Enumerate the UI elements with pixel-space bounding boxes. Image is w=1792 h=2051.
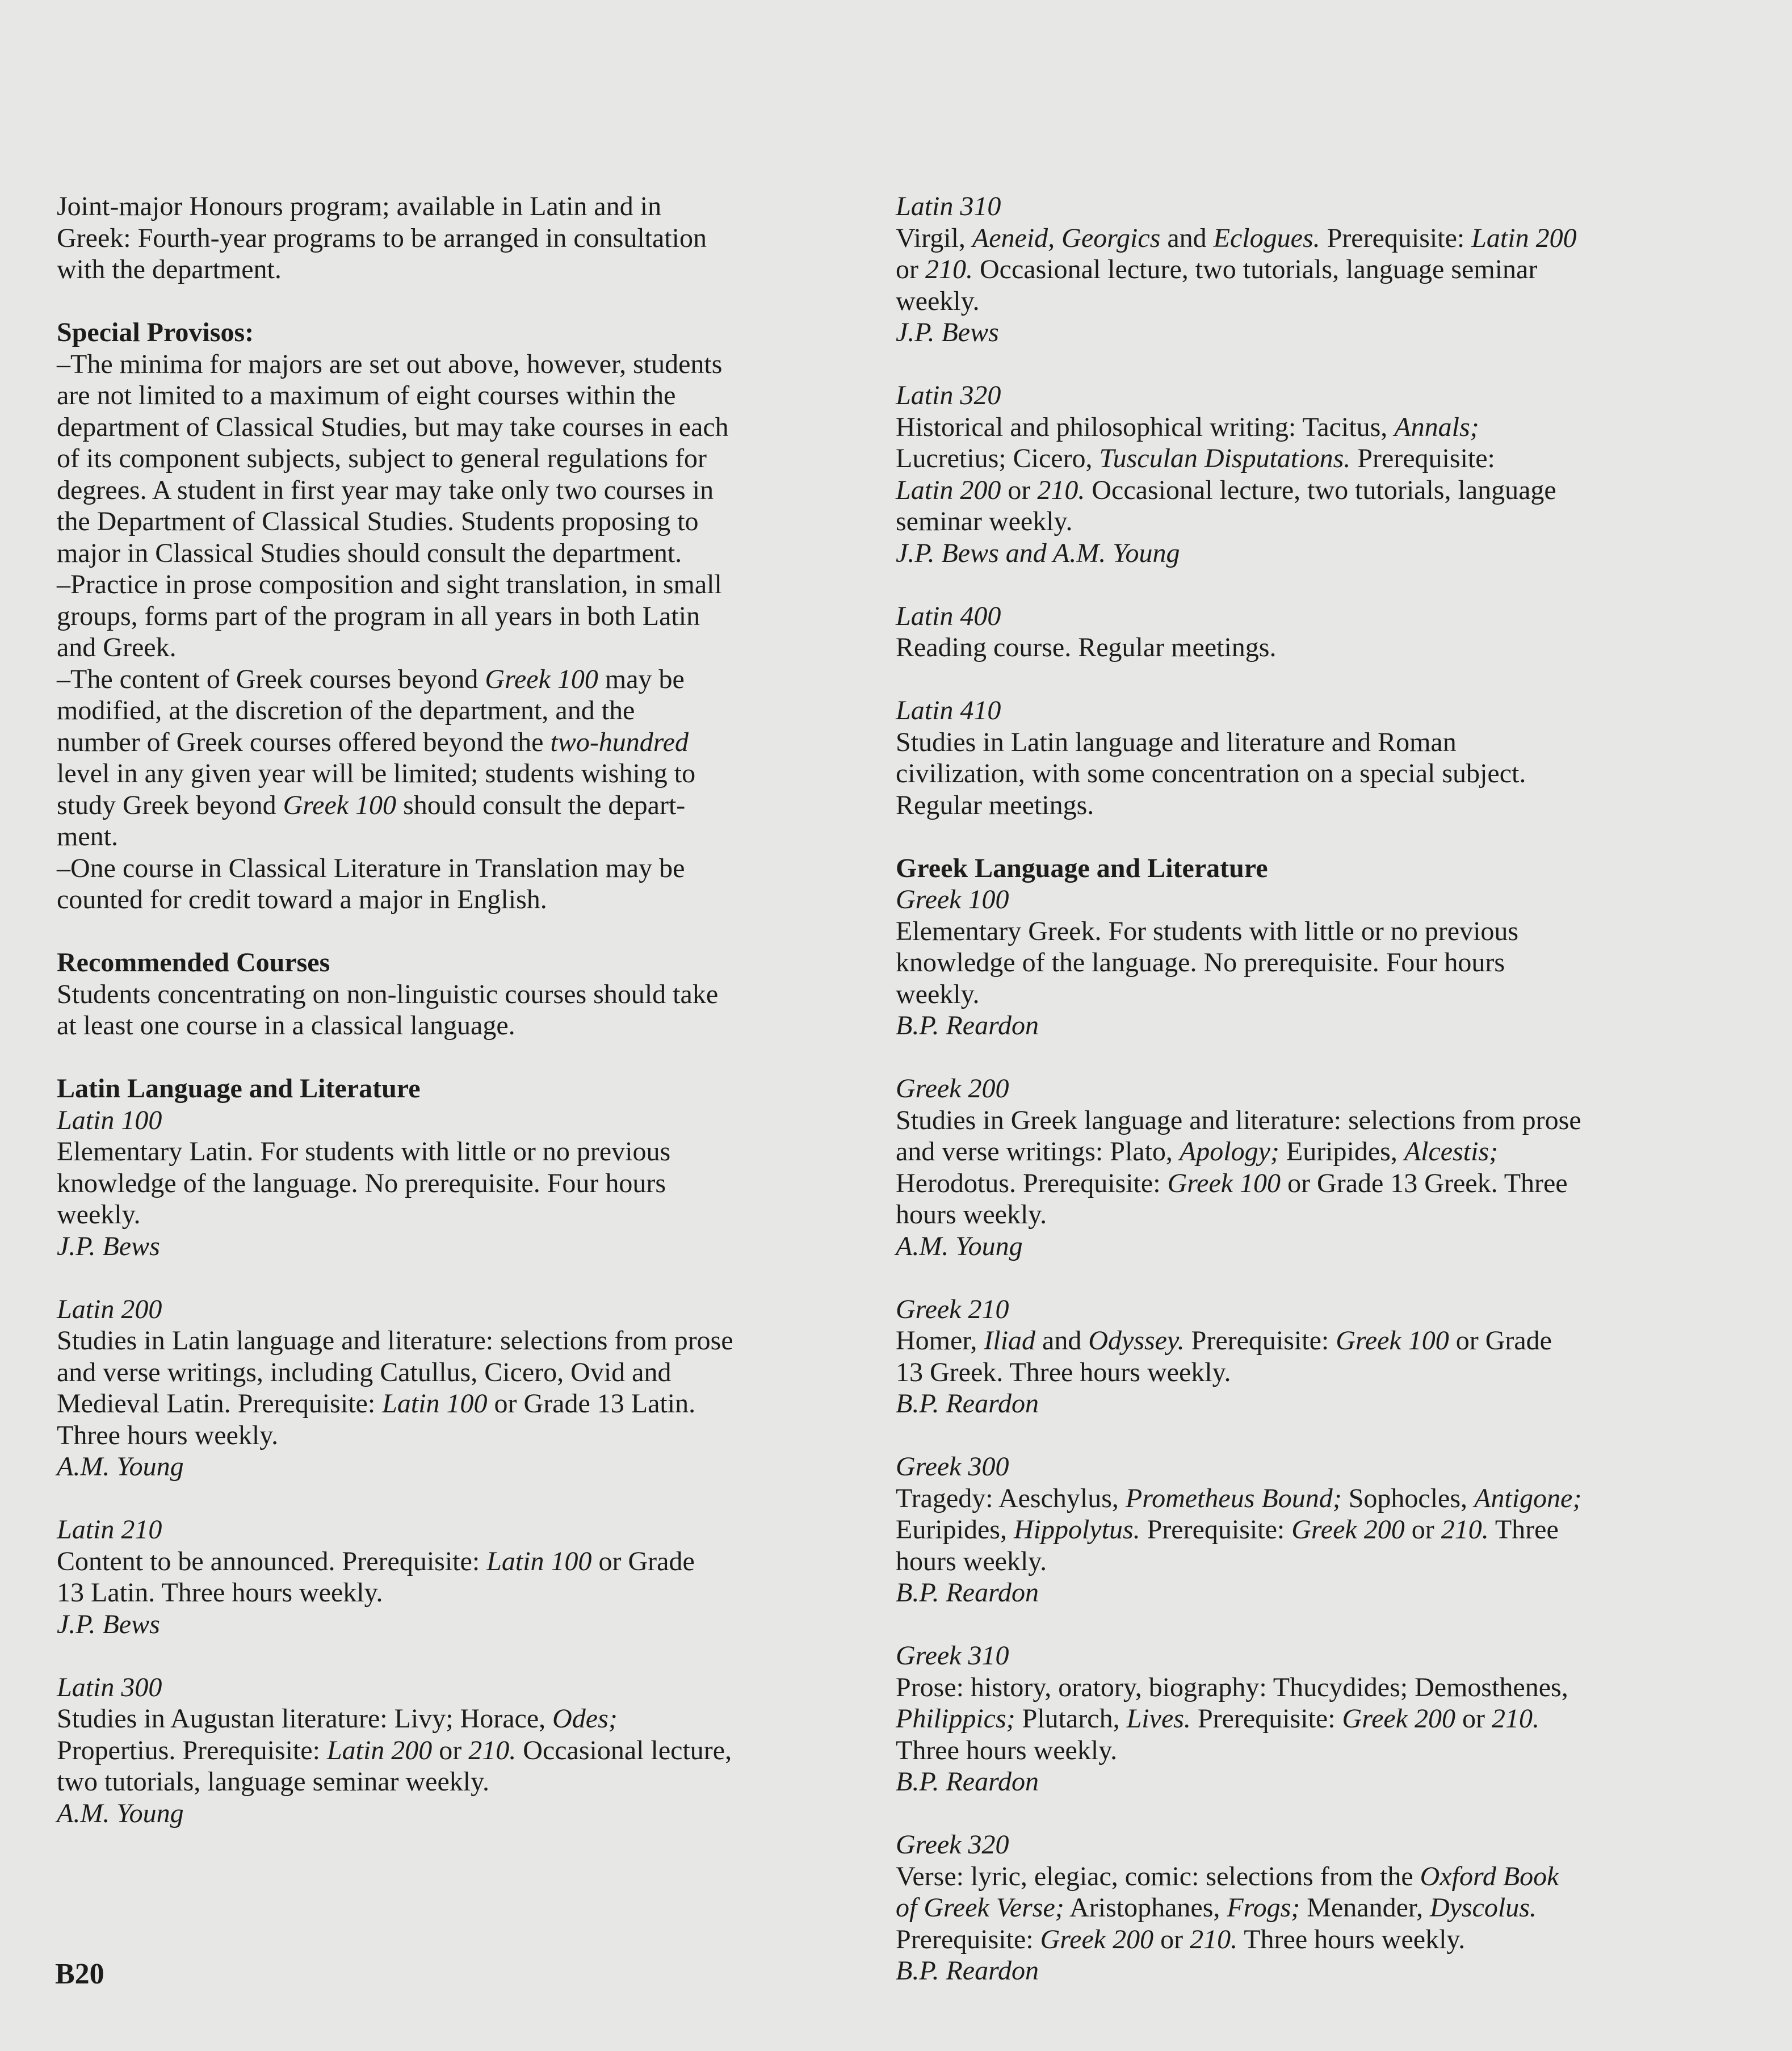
text-line (57, 254, 851, 286)
body-text: Regular meetings. (896, 790, 1094, 820)
body-text: should consult the depart- (396, 790, 686, 820)
italic-text: 210. (925, 254, 973, 284)
body-text: hours weekly. (896, 1546, 1047, 1576)
italic-text: Apology; (1179, 1136, 1279, 1167)
body-text: Plutarch, (1015, 1704, 1127, 1734)
body-text: Prerequisite: (896, 1924, 1040, 1954)
text-line (896, 317, 1690, 349)
blank-line (57, 1640, 851, 1672)
body-text: are not limited to a maximum of eight courses within the (57, 380, 676, 410)
text-line (57, 1357, 851, 1389)
text-line (896, 223, 1690, 254)
text-line (57, 1735, 851, 1767)
blank-line (896, 1042, 1690, 1073)
blank-line (896, 1798, 1690, 1830)
italic-text: 210. (1190, 1924, 1238, 1954)
text-line (896, 1766, 1690, 1798)
text-line (57, 506, 851, 538)
text-line (896, 1231, 1690, 1263)
text-line (57, 569, 851, 601)
text-line (896, 1388, 1690, 1420)
italic-text: J.P. Bews (896, 317, 999, 347)
body-text: –Practice in prose composition and sight translation, in small (57, 569, 722, 599)
italic-text: 210. (1492, 1704, 1540, 1734)
italic-text: Prometheus Bound; (1125, 1483, 1342, 1513)
text-line (57, 1136, 851, 1168)
heading-text: Latin Language and Literature (57, 1073, 421, 1104)
text-line (896, 1483, 1690, 1515)
body-text: –The minima for majors are set out above, however, students (57, 349, 723, 379)
italic-text: Greek 310 (896, 1641, 1009, 1671)
text-line (896, 254, 1690, 286)
right-column (896, 191, 1690, 1987)
body-text: –The content of Greek courses beyond (57, 664, 485, 694)
body-text: at least one course in a classical language. (57, 1010, 515, 1041)
text-line (57, 223, 851, 254)
text-line (896, 1861, 1690, 1893)
body-text: Prose: history, oratory, biography: Thucydides; Demosthenes, (896, 1672, 1568, 1702)
body-text: department of Classical Studies, but may take courses in each (57, 412, 729, 442)
text-line (57, 349, 851, 380)
italic-text: Latin 100 (382, 1389, 488, 1419)
body-text: Sophocles, (1341, 1483, 1475, 1513)
body-text: of its component subjects, subject to general regulations for (57, 443, 707, 473)
italic-text: 210. (468, 1735, 517, 1765)
italic-text: J.P. Bews (57, 1609, 160, 1639)
text-line (57, 412, 851, 443)
text-line (57, 538, 851, 569)
body-text: knowledge of the language. No prerequisite. Four hours (896, 947, 1505, 978)
body-text: modified, at the discretion of the department, and the (57, 695, 635, 725)
body-text: Studies in Latin language and literature and Roman (896, 727, 1457, 757)
italic-text: A.M. Young (57, 1452, 184, 1482)
text-line (896, 538, 1690, 569)
body-text: Elementary Latin. For students with little or no previous (57, 1136, 671, 1167)
text-line (896, 412, 1690, 443)
text-line (896, 884, 1690, 916)
text-line (896, 947, 1690, 979)
text-line (57, 1168, 851, 1199)
body-text: Three hours weekly. (896, 1735, 1118, 1765)
italic-text: B.P. Reardon (896, 1010, 1039, 1041)
text-line (57, 1199, 851, 1231)
body-text: Students concentrating on non-linguistic courses should take (57, 979, 719, 1009)
italic-text: Frogs; (1227, 1893, 1300, 1923)
text-line (57, 191, 851, 223)
body-text: Elementary Greek. For students with little or no previous (896, 916, 1519, 946)
italic-text: Oxford Book (1420, 1861, 1559, 1891)
body-text: with the department. (57, 254, 282, 284)
body-text: may be (598, 664, 685, 694)
text-line (896, 1640, 1690, 1672)
text-line (896, 1924, 1690, 1956)
italic-text: Greek 100 (1167, 1168, 1281, 1198)
italic-text: Latin 200 (896, 475, 1001, 505)
blank-line (57, 1483, 851, 1515)
body-text: or Grade 13 Latin. (487, 1389, 696, 1419)
text-line (57, 1420, 851, 1452)
body-text: Prerequisite: (1184, 1326, 1336, 1356)
body-text: and verse writings: Plato, (896, 1136, 1180, 1167)
italic-text: Latin 200 (1471, 223, 1577, 253)
italic-text: Latin 200 (57, 1294, 162, 1324)
body-text: counted for credit toward a major in English. (57, 884, 547, 915)
italic-text: Greek 100 (485, 664, 598, 694)
text-line (57, 1325, 851, 1357)
text-line (896, 1577, 1690, 1609)
text-line (896, 979, 1690, 1010)
italic-text: Odes; (552, 1704, 618, 1734)
blank-line (57, 1262, 851, 1294)
text-line (896, 632, 1690, 664)
text-line (57, 632, 851, 664)
body-text: two tutorials, language seminar weekly. (57, 1767, 489, 1797)
italic-text: Latin 320 (896, 380, 1001, 410)
blank-line (57, 1042, 851, 1073)
body-text: Historical and philosophical writing: Tacitus, (896, 412, 1395, 442)
body-text: Virgil, (896, 223, 972, 253)
italic-text: Greek 300 (896, 1452, 1009, 1482)
text-line (57, 1766, 851, 1798)
text-line (57, 758, 851, 790)
text-line (896, 506, 1690, 538)
text-line (896, 1294, 1690, 1326)
text-line (896, 1136, 1690, 1168)
body-text: ment. (57, 821, 118, 852)
body-text: groups, forms part of the program in all years in both Latin (57, 601, 700, 631)
text-line (57, 695, 851, 727)
text-line (896, 1451, 1690, 1483)
body-text: Content to be announced. Prerequisite: (57, 1546, 487, 1576)
text-line (57, 1388, 851, 1420)
body-text: 13 Greek. Three hours weekly. (896, 1357, 1231, 1387)
blank-line (896, 664, 1690, 695)
text-line (57, 1609, 851, 1641)
body-text: Herodotus. Prerequisite: (896, 1168, 1168, 1198)
text-line (57, 1798, 851, 1830)
italic-text: Greek 100 (283, 790, 397, 820)
text-line (57, 443, 851, 475)
body-text: and (1160, 223, 1214, 253)
body-text: Occasional lecture, two tutorials, language (1085, 475, 1556, 505)
text-line (896, 695, 1690, 727)
italic-text: of Greek Verse; (896, 1893, 1064, 1923)
text-line (896, 916, 1690, 947)
body-text: or (896, 254, 925, 284)
text-line (896, 1199, 1690, 1231)
text-line (896, 1546, 1690, 1578)
italic-text: Alcestis; (1404, 1136, 1499, 1167)
blank-line (57, 916, 851, 947)
body-text: or (1001, 475, 1038, 505)
blank-line (896, 349, 1690, 380)
italic-text: Annals; (1394, 412, 1479, 442)
italic-text: Greek 210 (896, 1294, 1009, 1324)
text-line (896, 443, 1690, 475)
body-text: Verse: lyric, elegiac, comic: selections from the (896, 1861, 1420, 1891)
text-line (57, 1451, 851, 1483)
body-text: Greek: Fourth-year programs to be arranged in consultation (57, 223, 707, 253)
body-text: weekly. (896, 286, 980, 316)
text-line (896, 758, 1690, 790)
italic-text: Hippolytus. (1013, 1515, 1140, 1545)
body-text: or (1153, 1924, 1190, 1954)
body-text: civilization, with some concentration on a special subject. (896, 758, 1526, 788)
italic-text: B.P. Reardon (896, 1578, 1039, 1608)
text-line (57, 790, 851, 821)
italic-text: A.M. Young (57, 1798, 184, 1828)
italic-text: B.P. Reardon (896, 1767, 1039, 1797)
italic-text: Iliad (984, 1326, 1036, 1356)
body-text: hours weekly. (896, 1199, 1047, 1230)
italic-text: 210. (1441, 1515, 1489, 1545)
body-text: Prerequisite: (1350, 443, 1495, 473)
text-line (57, 664, 851, 695)
italic-text: Lives. (1126, 1704, 1191, 1734)
body-text: weekly. (57, 1199, 141, 1230)
body-text: 13 Latin. Three hours weekly. (57, 1578, 383, 1608)
text-line (57, 380, 851, 412)
body-text: and verse writings, including Catullus, Cicero, Ovid and (57, 1357, 672, 1387)
body-text: Three (1488, 1515, 1559, 1545)
body-text: study Greek beyond (57, 790, 283, 820)
body-text: or (1404, 1515, 1441, 1545)
body-text: Homer, (896, 1326, 984, 1356)
text-line (896, 1325, 1690, 1357)
body-text: Three hours weekly. (1237, 1924, 1466, 1954)
body-text: Menander, (1300, 1893, 1430, 1923)
body-text: and (1035, 1326, 1089, 1356)
text-line (896, 1672, 1690, 1704)
text-line (896, 727, 1690, 758)
text-line (896, 1105, 1690, 1136)
italic-text: Aeneid, Georgics (972, 223, 1161, 253)
text-line (57, 1105, 851, 1136)
body-text: Prerequisite: (1190, 1704, 1342, 1734)
italic-text: two-hundred (550, 727, 689, 757)
italic-text: Latin 300 (57, 1672, 162, 1702)
text-line (57, 1073, 851, 1105)
body-text: Medieval Latin. Prerequisite: (57, 1389, 383, 1419)
body-text: Propertius. Prerequisite: (57, 1735, 327, 1765)
body-text: or Grade 13 Greek. Three (1281, 1168, 1568, 1198)
text-line (57, 947, 851, 979)
body-text: Studies in Greek language and literature: selections from prose (896, 1105, 1581, 1135)
italic-text: Greek 200 (896, 1073, 1009, 1104)
text-line (57, 821, 851, 853)
body-text: –One course in Classical Literature in Translation may be (57, 853, 685, 883)
italic-text: Greek 320 (896, 1830, 1009, 1860)
text-line (57, 1231, 851, 1263)
body-text: or Grade (1449, 1326, 1552, 1356)
heading-text: Recommended Courses (57, 947, 330, 978)
blank-line (896, 821, 1690, 853)
body-text: Prerequisite: (1320, 223, 1472, 253)
text-line (57, 853, 851, 884)
text-line (896, 790, 1690, 821)
text-line (896, 853, 1690, 884)
body-text: Reading course. Regular meetings. (896, 632, 1277, 662)
italic-text: B.P. Reardon (896, 1389, 1039, 1419)
italic-text: Greek 200 (1342, 1704, 1456, 1734)
text-line (57, 1514, 851, 1546)
italic-text: J.P. Bews (57, 1231, 160, 1261)
text-line (57, 1010, 851, 1042)
italic-text: Odyssey. (1088, 1326, 1185, 1356)
body-text: seminar weekly. (896, 506, 1073, 536)
text-line (57, 475, 851, 506)
body-text: or (1455, 1704, 1492, 1734)
body-text: major in Classical Studies should consult the department. (57, 538, 682, 568)
text-line (57, 1294, 851, 1326)
italic-text: Latin 400 (896, 601, 1001, 631)
blank-line (896, 1262, 1690, 1294)
italic-text: Latin 200 (326, 1735, 433, 1765)
text-line (57, 884, 851, 916)
text-line (896, 1010, 1690, 1042)
heading-text: Greek Language and Literature (896, 853, 1268, 883)
body-text: Lucretius; Cicero, (896, 443, 1099, 473)
text-line (57, 601, 851, 632)
text-line (896, 1168, 1690, 1199)
body-text: Euripides, (1279, 1136, 1404, 1167)
italic-text: Latin 310 (896, 191, 1001, 221)
italic-text: Philippics; (896, 1704, 1015, 1734)
body-text: level in any given year will be limited; students wishing to (57, 758, 696, 788)
text-line (896, 1073, 1690, 1105)
body-text: knowledge of the language. No prerequisite. Four hours (57, 1168, 666, 1198)
body-text: Tragedy: Aeschylus, (896, 1483, 1126, 1513)
text-line (57, 979, 851, 1010)
body-text: and Greek. (57, 632, 177, 662)
text-line (57, 1672, 851, 1704)
italic-text: Latin 410 (896, 695, 1001, 725)
body-text: Euripides, (896, 1515, 1014, 1545)
italic-text: Antigone; (1474, 1483, 1582, 1513)
heading-text: Special Provisos: (57, 317, 254, 347)
italic-text: Dyscolus. (1429, 1893, 1537, 1923)
italic-text: A.M. Young (896, 1231, 1023, 1261)
text-line (896, 1703, 1690, 1735)
body-text: the Department of Classical Studies. Students proposing to (57, 506, 699, 536)
blank-line (896, 1420, 1690, 1452)
italic-text: Eclogues. (1213, 223, 1320, 253)
text-line (57, 1546, 851, 1578)
text-line (57, 1577, 851, 1609)
text-line (57, 317, 851, 349)
page-number: B20 (55, 1958, 104, 1990)
body-text: or (432, 1735, 469, 1765)
blank-line (896, 569, 1690, 601)
body-text: degrees. A student in first year may take only two courses in (57, 475, 714, 505)
text-line (896, 1829, 1690, 1861)
body-text: number of Greek courses offered beyond the (57, 727, 551, 757)
italic-text: Greek 100 (896, 884, 1009, 915)
text-line (896, 380, 1690, 412)
italic-text: Latin 100 (57, 1105, 162, 1135)
italic-text: Tusculan Disputations. (1099, 443, 1351, 473)
body-text: Prerequisite: (1140, 1515, 1292, 1545)
text-line (896, 1735, 1690, 1767)
italic-text: J.P. Bews and A.M. Young (896, 538, 1180, 568)
body-text: Joint-major Honours program; available in Latin and in (57, 191, 662, 221)
body-text: Occasional lecture, (516, 1735, 732, 1765)
italic-text: Greek 100 (1336, 1326, 1449, 1356)
blank-line (57, 286, 851, 317)
body-text: Studies in Augustan literature: Livy; Horace, (57, 1704, 553, 1734)
italic-text: B.P. Reardon (896, 1956, 1039, 1986)
text-line (57, 727, 851, 758)
italic-text: Greek 200 (1040, 1924, 1154, 1954)
italic-text: Greek 200 (1291, 1515, 1405, 1545)
text-line (896, 1357, 1690, 1389)
body-text: Occasional lecture, two tutorials, language seminar (972, 254, 1538, 284)
body-text: Studies in Latin language and literature: selections from prose (57, 1326, 733, 1356)
body-text: weekly. (896, 979, 980, 1009)
body-text: Aristophanes, (1064, 1893, 1227, 1923)
left-column (57, 191, 851, 1829)
text-line (896, 1892, 1690, 1924)
blank-line (896, 1609, 1690, 1641)
italic-text: 210. (1037, 475, 1085, 505)
body-text: Three hours weekly. (57, 1420, 279, 1450)
text-line (896, 286, 1690, 317)
body-text: or Grade (591, 1546, 695, 1576)
italic-text: Latin 100 (486, 1546, 592, 1576)
text-line (57, 1703, 851, 1735)
text-line (896, 475, 1690, 506)
text-line (896, 1955, 1690, 1987)
text-line (896, 191, 1690, 223)
text-line (896, 601, 1690, 632)
text-line (896, 1514, 1690, 1546)
italic-text: Latin 210 (57, 1515, 162, 1545)
